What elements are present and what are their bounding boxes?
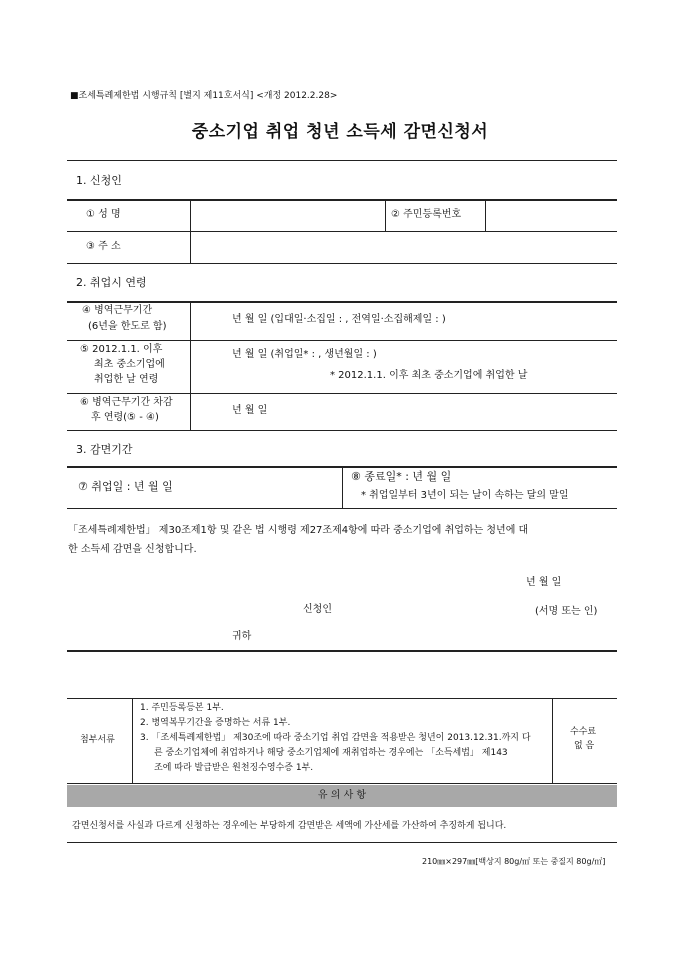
statement-line-2: 한 소득세 감면을 신청합니다. <box>68 544 197 555</box>
attachments-label: 첨부서류 <box>80 735 115 745</box>
rrn-label: ② 주민등록번호 <box>391 209 462 220</box>
section2-heading: 2. 취업시 연령 <box>76 276 147 289</box>
attachment-item: 른 중소기업체에 취업하거나 해당 중소기업체에 재취업하는 경우에는 「소득세법」 제143 <box>154 748 508 758</box>
notice-heading: 유 의 사 항 <box>317 790 367 801</box>
application-date-field[interactable]: 년 월 일 <box>526 577 562 588</box>
paper-spec: 210㎜×297㎜[백상지 80g/㎡ 또는 중질지 80g/㎡] <box>422 857 606 866</box>
age-at-hire-label-3: 취업한 날 연령 <box>94 374 159 385</box>
start-date-field[interactable]: ⑦ 취업일 : 년 월 일 <box>78 480 173 493</box>
attachment-item: 조에 따라 발급받은 원천징수영수증 1부. <box>154 763 314 773</box>
military-period-field[interactable]: 년 월 일 (입대일·소집일 : , 전역일·소집해제일 : ) <box>232 314 446 325</box>
adjusted-age-label: ⑥ 병역근무기간 차감 <box>80 397 173 408</box>
age-at-hire-label-2: 최초 중소기업에 <box>94 359 165 370</box>
section1-heading: 1. 신청인 <box>76 174 122 187</box>
notice-text: 감면신청서를 사실과 다르게 신청하는 경우에는 부당하게 감면받은 세액에 가산세를 가산하여 추징하게 됩니다. <box>72 821 507 831</box>
attachment-item: 3. 「조세특례제한법」 제30조에 따라 중소기업 취업 감면을 적용받은 청년이 2013.12.31.까지 다 <box>140 733 531 743</box>
age-at-hire-field[interactable]: 년 월 일 (취업일* : , 생년월일 : ) <box>232 349 377 360</box>
signature-field[interactable]: (서명 또는 인) <box>535 606 598 617</box>
age-at-hire-label: ⑤ 2012.1.1. 이후 <box>80 344 163 355</box>
fee-value: 없 음 <box>574 741 595 751</box>
address-label: ③ 주 소 <box>86 241 121 252</box>
adjusted-age-label-2: 후 연령(⑤ - ④) <box>91 412 159 423</box>
applicant-label: 신청인 <box>303 604 332 615</box>
notice-divider <box>67 842 617 843</box>
name-label: ① 성 명 <box>86 209 121 220</box>
fee-label: 수수료 <box>570 727 597 737</box>
form-title: 중소기업 취업 청년 소득세 감면신청서 <box>191 122 489 142</box>
statement-line-1: 「조세특례제한법」 제30조제1항 및 같은 법 시행령 제27조제4항에 따라 중소기업에 취업하는 청년에 대 <box>68 525 529 536</box>
attachment-item: 1. 주민등록등본 1부. <box>140 703 224 713</box>
section3-heading: 3. 감면기간 <box>76 443 133 456</box>
military-period-sublabel: (6년을 한도로 함) <box>88 321 167 332</box>
section-divider <box>67 160 617 161</box>
recipient-label: 귀하 <box>232 631 252 642</box>
age-at-hire-note: * 2012.1.1. 이후 최초 중소기업에 취업한 날 <box>330 370 528 381</box>
attachment-item: 2. 병역복무기간을 증명하는 서류 1부. <box>140 718 291 728</box>
end-date-note: * 취업일부터 3년이 되는 날이 속하는 달의 말일 <box>361 490 569 501</box>
form-header-note: ■조세특례제한법 시행규칙 [별지 제11호서식] <개정 2012.2.28> <box>70 91 338 101</box>
statement-divider <box>67 650 617 652</box>
military-period-label: ④ 병역근무기간 <box>82 305 153 316</box>
adjusted-age-field[interactable]: 년 월 일 <box>232 405 268 416</box>
end-date-field[interactable]: ⑧ 종료일* : 년 월 일 <box>351 470 452 483</box>
